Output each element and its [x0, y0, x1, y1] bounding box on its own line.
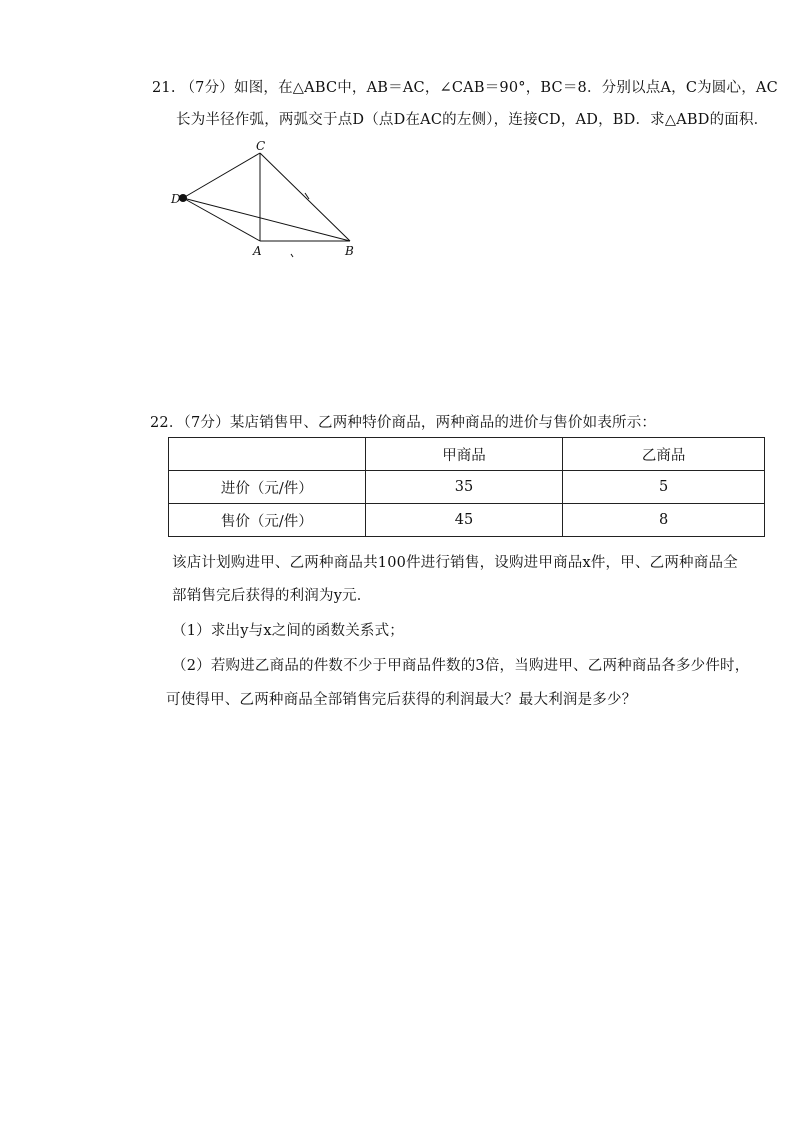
- table-header-row: [169, 438, 765, 471]
- segment-da: [183, 198, 260, 241]
- q22-paragraph-line2: 部销售完后获得的利润为y元．: [172, 588, 372, 604]
- table-cell: 35: [365, 471, 563, 504]
- q21-text-line1: 21. （7分）如图，在△ABC中，AB＝AC，∠CAB＝90°，BC＝8．分别以点A，C为圆心，AC: [152, 80, 778, 96]
- q21-text-line2: 长为半径作弧，两弧交于点D（点D在AC的左侧），连接CD，AD，BD．求△ABD的面积．: [176, 112, 769, 128]
- table-cell: 售价（元/件）: [169, 504, 366, 537]
- label-d: D: [171, 192, 181, 206]
- table-cell: 进价（元/件）: [169, 471, 366, 504]
- table-cell: 45: [365, 504, 563, 537]
- q22-paragraph-line1: 该店计划购进甲、乙两种商品共100件进行销售，设购进甲商品x件，甲、乙两种商品全: [172, 555, 738, 571]
- table-header-cell: 甲商品: [365, 438, 563, 471]
- label-c: C: [256, 139, 266, 153]
- label-b: B: [345, 244, 354, 258]
- segment-cd: [183, 153, 260, 198]
- table-row: [169, 471, 765, 504]
- segment-cb: [260, 153, 350, 241]
- table-cell: 8: [563, 504, 765, 537]
- table-header-cell: [169, 438, 366, 471]
- price-table: [168, 437, 765, 537]
- table-row: [169, 504, 765, 537]
- table-header-cell: 乙商品: [563, 438, 765, 471]
- q21-figure: [168, 138, 368, 268]
- tick-mark-ab: [291, 254, 293, 257]
- segment-db: [183, 198, 350, 241]
- q22-part2-line1: （2）若购进乙商品的件数不少于甲商品件数的3倍，当购进甲、乙两种商品各多少件时，: [172, 658, 750, 674]
- q22-part1: （1）求出y与x之间的函数关系式；: [172, 623, 404, 639]
- q22-intro: 22．（7分）某店销售甲、乙两种特价商品，两种商品的进价与售价如表所示：: [150, 415, 657, 431]
- q22-part2-line2: 可使得甲、乙两种商品全部销售完后获得的利润最大？最大利润是多少？: [166, 692, 637, 708]
- table-cell: 5: [563, 471, 765, 504]
- label-a: A: [253, 244, 262, 258]
